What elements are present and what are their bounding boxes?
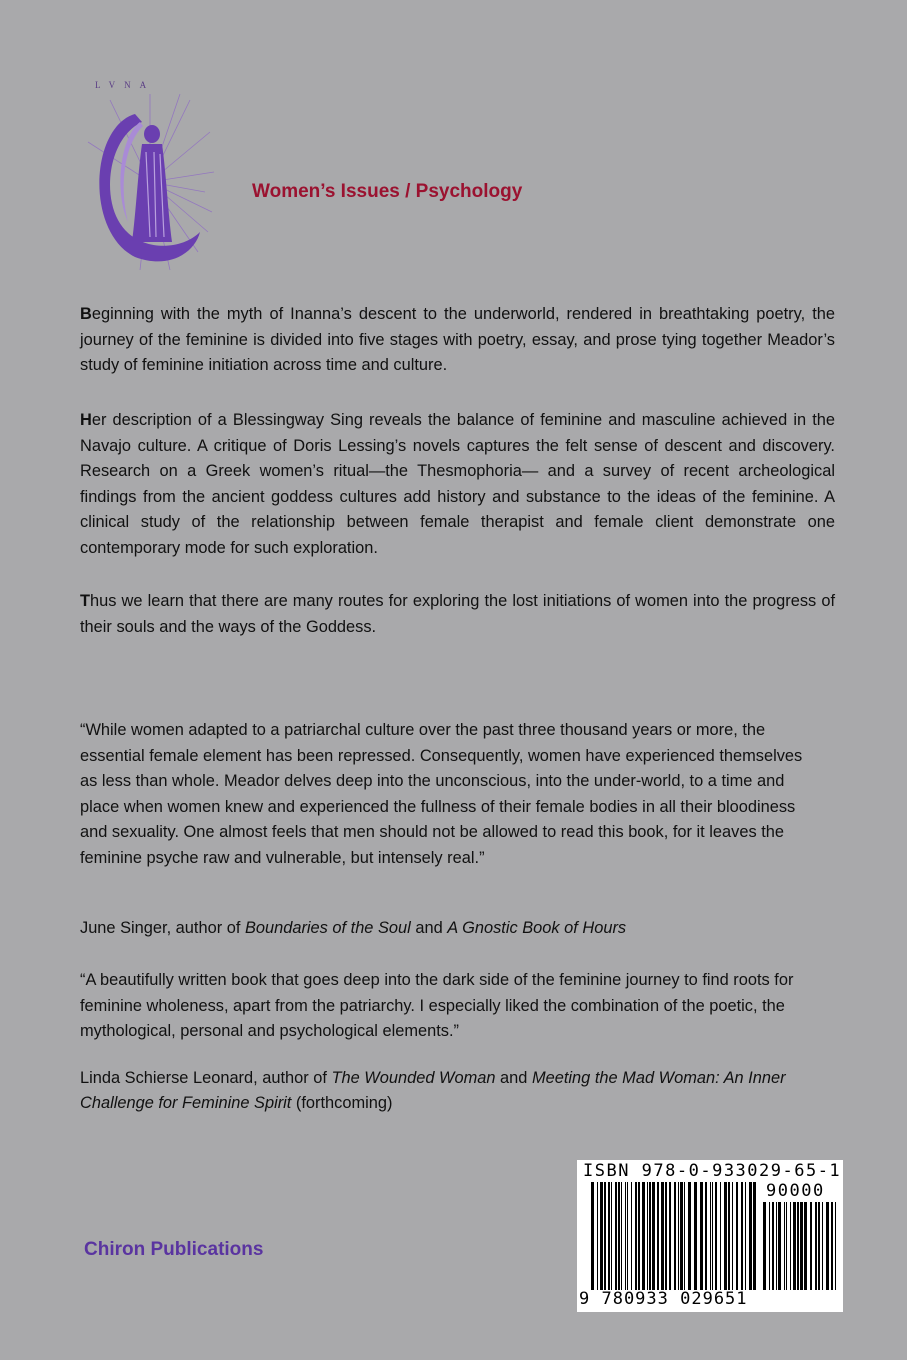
barcode-bar [647,1182,648,1290]
addon-barcode [763,1202,839,1290]
isbn-text: ISBN 978-0-933029-65-1 [583,1161,842,1181]
barcode-bar [736,1182,738,1290]
category-heading: Women’s Issues / Psychology [252,181,523,202]
attribution-title: Meeting the Mad Woman: An Inner Challenge for Feminine Spirit [80,1069,786,1112]
barcode-bar [665,1182,667,1290]
barcode-bar [712,1182,713,1290]
barcode-bar [661,1182,664,1290]
barcode-bar [826,1202,829,1290]
review-quote-2: “A beautifully written book that goes deep into the dark side of the feminine journey to find roots for feminine wholeness, apart from the patriarchy. I especially liked the combination of the poetic, the mythological, personal and psychological elements.” [80,971,794,1040]
barcode-bar [688,1182,691,1290]
description-paragraph-3 [80,589,835,640]
barcode-bar [831,1202,833,1290]
review-quote-1: “While women adapted to a patriarchal culture over the past three thousand years or more, the essential female element has been repressed. Consequently, women have experienced themselves as less than whole. Meador delves deep into the unconscious, into the under-world, to a time and place when women knew and experienced the fullness of their female bodies in all their bloodiness and sexuality. One almost feels that men should not be allowed to read this book, for it leaves the feminine psyche raw and vulnerable, but intensely real.” [80,721,803,867]
drop-letter: B [80,305,92,323]
description-paragraph-1 [80,302,835,379]
barcode-bar [611,1182,612,1290]
barcode-bar [597,1182,598,1290]
publisher-name: Chiron Publications [84,1239,264,1260]
barcode-bar [753,1182,756,1290]
barcode-bar [749,1182,752,1290]
attribution-title: A Gnostic Book of Hours [447,919,627,937]
barcode-bar [705,1182,707,1290]
barcode-bar [635,1182,637,1290]
barcode-bar [797,1202,799,1290]
barcode-bar [631,1182,632,1290]
review-attribution-1 [80,916,840,941]
barcode-bar [835,1202,836,1290]
barcode-bar [700,1182,703,1290]
barcode-bar [784,1202,785,1290]
barcode-bar [786,1202,787,1290]
barcode-bar [815,1202,817,1290]
barcode-bar [793,1202,796,1290]
ean-barcode [591,1182,757,1290]
barcode-bar [818,1202,820,1290]
price-code-text: 90000 [766,1181,825,1201]
barcode-bar [621,1182,622,1290]
barcode-bar [642,1182,645,1290]
paragraph-text: eginning with the myth of Inanna’s descent to the underworld, rendered in breathtaking poetry, the journey of the feminine is divided into five stages with poetry, essay, and prose tying together Meador’s study of feminine initiation across time and culture. [80,305,835,374]
barcode-bar [627,1182,628,1290]
barcode-bar [608,1182,610,1290]
barcode-bar [778,1202,781,1290]
barcode-bar [804,1202,807,1290]
attribution-title: The Wounded Woman [331,1069,496,1087]
barcode-bar [615,1182,617,1290]
barcode-bar [669,1182,671,1290]
barcode-bar [657,1182,659,1290]
attribution-joiner: and [410,919,448,937]
barcode-bar [604,1182,606,1290]
barcode-bar [763,1202,766,1290]
attribution-author: June Singer, author of [80,919,245,937]
barcode-bar [728,1182,730,1290]
barcode-bar [638,1182,640,1290]
drop-letter: T [80,592,91,610]
paragraph-text: hus we learn that there are many routes for exploring the lost initiations of women into the progress of their souls and the ways of the Goddess. [80,592,835,636]
review-attribution-2 [80,1066,840,1116]
barcode-box [577,1160,843,1312]
barcode-bar [674,1182,676,1290]
description-paragraph-2 [80,408,835,561]
barcode-bar [810,1202,812,1290]
barcode-bar [769,1202,770,1290]
attribution-author: Linda Schierse Leonard, author of [80,1069,332,1087]
barcode-bar [680,1182,683,1290]
barcode-bar [591,1182,594,1290]
barcode-bar [772,1202,774,1290]
attribution-suffix: (forthcoming) [291,1094,393,1112]
barcode-bar [745,1182,746,1290]
barcode-bar [710,1182,711,1290]
barcode-bar [724,1182,727,1290]
barcode-bar [776,1202,777,1290]
barcode-bar [732,1182,733,1290]
barcode-bar [684,1182,685,1290]
moon-goddess-icon [80,92,215,272]
drop-letter: H [80,411,92,429]
barcode-bar [715,1182,717,1290]
barcode-bar [800,1202,803,1290]
ean-digits-text: 9 780933 029651 [579,1289,748,1309]
barcode-bar [678,1182,679,1290]
barcode-bar [694,1182,697,1290]
barcode-bar [625,1182,626,1290]
barcode-bar [790,1202,791,1290]
barcode-bar [600,1182,603,1290]
barcode-bar [741,1182,743,1290]
barcode-bar [720,1182,721,1290]
attribution-title: Boundaries of the Soul [244,919,411,937]
barcode-bar [652,1182,655,1290]
logo-caption: LVNA [95,80,156,90]
paragraph-text: er description of a Blessingway Sing reveals the balance of feminine and masculine achieved in the Navajo culture. A critique of Doris Lessing’s novels captures the felt sense of descent and discovery. Research on a Greek women’s ritual—the Thesmophoria— and a survey of recent archeological findings from the ancient goddess cultures add history and substance to the ideas of the feminine. A clinical study of the relationship between female therapist and female client demonstrate one contemporary mode for such exploration. [80,411,835,557]
barcode-bar [649,1182,651,1290]
barcode-bar [822,1202,823,1290]
attribution-joiner: and [495,1069,532,1087]
barcode-bar [618,1182,620,1290]
